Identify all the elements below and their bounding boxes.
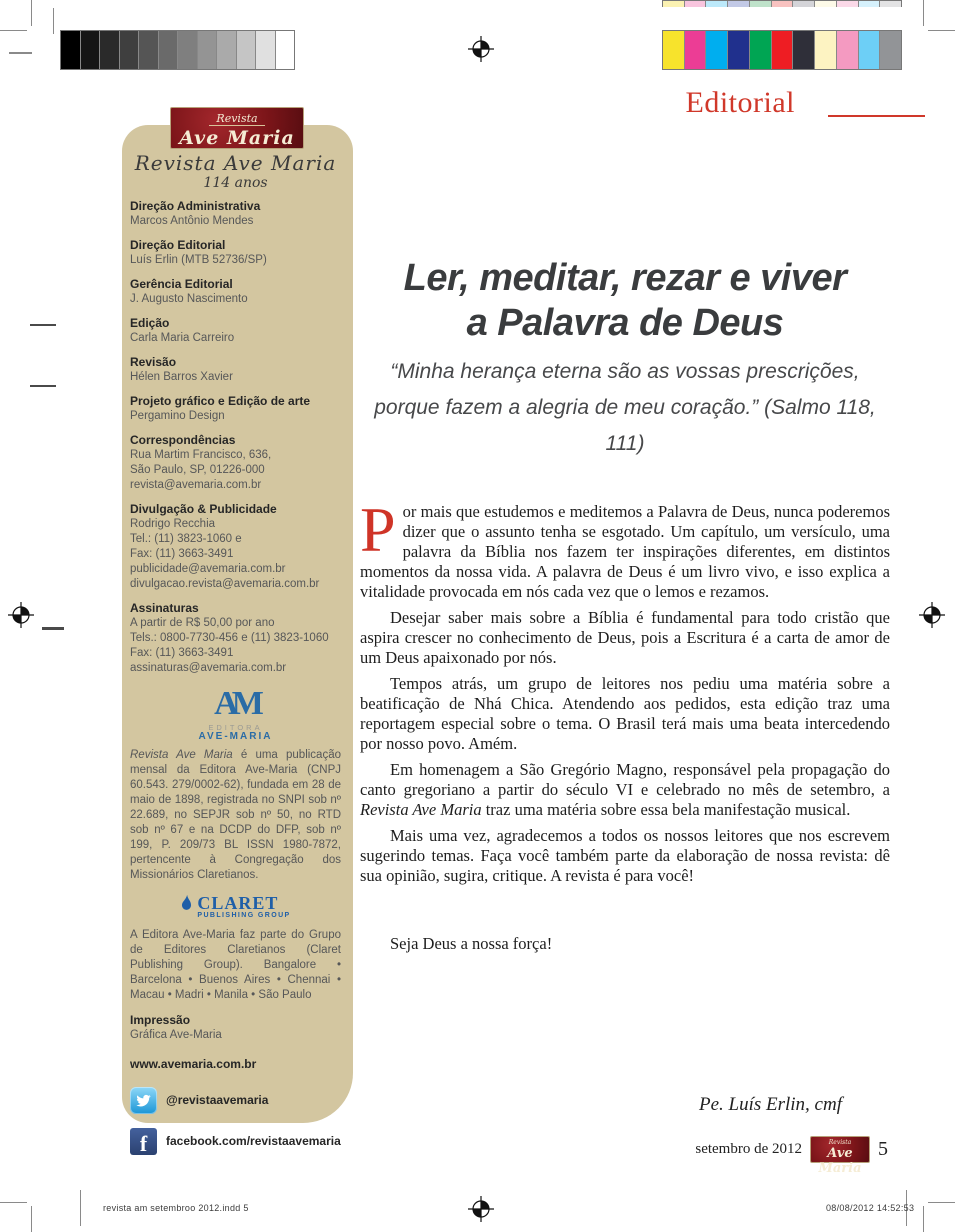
claret-note: A Editora Ave-Maria faz parte do Grupo de Editores Claretianos (Claret Publishing Group). Bangalore • Barcelona • Buenos Aires • Chennai • Macau • Madri • Manila • São Paulo <box>130 928 341 1001</box>
section-heading: Edição <box>130 316 170 330</box>
twitter-icon <box>130 1087 157 1114</box>
footer-magazine-logo <box>810 1136 870 1176</box>
color-swatch <box>772 1 794 7</box>
masthead-section-impressao <box>130 1013 341 1043</box>
color-swatch <box>256 31 276 69</box>
masthead-section <box>130 199 341 229</box>
claret-subtitle: PUBLISHING GROUP <box>197 911 291 919</box>
section-line: A partir de R$ 50,00 por ano <box>130 617 275 629</box>
article-title <box>360 256 890 346</box>
section-line: assinaturas@avemaria.com.br <box>130 662 287 674</box>
drop-cap: P <box>360 493 396 565</box>
text-segment: Desejar saber mais sobre a Bíblia é fundamental para todo cristão que aspira crescer no conhecimento de Deus, pois a Escritura é a carta de amor de um Deus apaixonado por nós. <box>360 607 890 667</box>
body-text <box>360 493 890 886</box>
crop-mark <box>9 52 32 54</box>
section-heading: Assinaturas <box>130 601 199 615</box>
editora-monogram-icon: AM <box>214 685 257 722</box>
section-line: publicidade@avemaria.com.br <box>130 563 286 575</box>
color-swatch <box>100 31 120 69</box>
color-swatch <box>793 1 815 7</box>
twitter-row <box>130 1087 341 1114</box>
editora-ave-maria-logo <box>130 685 341 742</box>
body-paragraph <box>360 493 890 602</box>
masthead-section <box>130 394 341 424</box>
website-url: www.avemaria.com.br <box>130 1056 257 1071</box>
masthead-section <box>130 355 341 385</box>
color-swatch <box>706 31 728 69</box>
page-footer <box>695 1136 888 1176</box>
closing-line: Seja Deus a nossa força! <box>390 933 553 953</box>
color-swatch <box>750 31 772 69</box>
text-segment: or mais que estudemos e meditemos a Palavra de Deus, nunca poderemos dizer que o assunto tenha se esgotado. Um capítulo, um versículo, uma palavra da Bíblia nos fazem ter inspirações diferentes, em distintos momentos da nossa vida. A palavra de Deus é um livro vivo, e isso explica a vitalidade provocada em nós cada vez que o lemos e rezamos. <box>360 501 890 601</box>
text-segment: Em homenagem a São Gregório Magno, responsável pela propagação do canto gregoriano a partir do século VI e celebrado no mês de setembro, a <box>360 759 890 799</box>
masthead-sidebar <box>122 125 353 1155</box>
color-swatch <box>772 31 794 69</box>
masthead-section <box>130 433 341 493</box>
crop-mark <box>31 0 32 26</box>
section-heading: Impressão <box>130 1012 191 1027</box>
fold-mark <box>42 627 64 630</box>
text-segment: Mais uma vez, agradecemos a todos os nossos leitores que nos escrevem sugerindo temas. Faça você também parte da elaboração de nossa revista: dê sua opinião, sugira, critique. A revista é para você! <box>360 825 890 885</box>
section-heading: Gerência Editorial <box>130 277 233 291</box>
text-segment: Revista Ave Maria <box>360 799 482 819</box>
section-line: J. Augusto Nascimento <box>130 293 248 305</box>
footer-logo-revista: Revista <box>828 1139 852 1146</box>
color-swatch <box>237 31 257 69</box>
color-swatch <box>859 31 881 69</box>
fold-mark <box>30 385 56 387</box>
color-swatch <box>706 1 728 7</box>
color-swatch <box>198 31 218 69</box>
color-swatch <box>178 31 198 69</box>
color-swatch <box>276 31 295 69</box>
body-paragraph <box>360 760 890 820</box>
page-number: 5 <box>878 1138 888 1160</box>
crop-mark <box>80 1190 81 1226</box>
section-heading: Revisão <box>130 355 177 369</box>
author-signature: Pe. Luís Erlin, cmf <box>698 1093 842 1115</box>
crop-mark <box>53 8 54 34</box>
masthead-section <box>130 502 341 592</box>
section-heading: Divulgação & Publicidade <box>130 502 277 516</box>
masthead-section <box>130 238 341 268</box>
section-line: Rodrigo Recchia <box>130 518 216 530</box>
color-swatch <box>663 31 685 69</box>
claret-publishing-logo <box>130 893 341 920</box>
quote-line-1: “Minha herança eterna são as vossas prescrições, <box>390 359 860 383</box>
twitter-handle: @revistaavemaria <box>166 1093 269 1107</box>
crop-mark <box>31 1206 32 1232</box>
crop-mark <box>928 1202 955 1203</box>
logo-text-ave-maria: Ave Maria <box>179 127 295 149</box>
crop-mark <box>0 30 27 31</box>
epigraph-quote <box>360 354 890 462</box>
section-heading: Correspondências <box>130 433 236 447</box>
title-line-1: Ler, meditar, rezar e viver <box>403 257 847 299</box>
section-line: Hélen Barros Xavier <box>130 371 233 383</box>
sidebar-script-title: Revista Ave Maria <box>134 151 337 175</box>
section-line: Luís Erlin (MTB 52736/SP) <box>130 254 267 266</box>
section-line: Rua Martim Francisco, 636, <box>130 449 272 461</box>
color-swatch <box>837 1 859 7</box>
section-line: São Paulo, SP, 01226-000 <box>130 464 265 476</box>
footer-logo-ave-maria: Ave Maria <box>818 1146 862 1176</box>
color-swatch <box>663 1 685 7</box>
color-swatch <box>815 1 837 7</box>
masthead-section <box>130 277 341 307</box>
color-swatch <box>81 31 101 69</box>
color-bar-partial <box>662 0 902 7</box>
section-line: Pergamino Design <box>130 410 225 422</box>
section-heading: Direção Administrativa <box>130 199 261 213</box>
facebook-icon: f <box>130 1128 157 1155</box>
crop-mark <box>0 1202 27 1203</box>
body-paragraph <box>360 674 890 754</box>
facebook-row <box>130 1128 341 1155</box>
title-line-2: a Palavra de Deus <box>466 301 784 344</box>
body-paragraph <box>360 826 890 886</box>
quote-line-2: porque fazem a alegria de meu coração.” (Salmo 118, 111) <box>374 395 876 455</box>
color-calibration-bar <box>662 30 902 70</box>
section-line: divulgacao.revista@avemaria.com.br <box>130 578 320 590</box>
crop-mark <box>923 1206 924 1232</box>
color-swatch <box>793 31 815 69</box>
color-swatch <box>159 31 179 69</box>
color-swatch <box>685 1 707 7</box>
section-heading: Direção Editorial <box>130 238 226 252</box>
publication-note <box>130 748 341 883</box>
editora-label-2: AVE-MARIA <box>198 730 273 742</box>
color-swatch <box>750 1 772 7</box>
color-swatch <box>61 31 81 69</box>
revista-ave-maria-logo <box>170 107 304 149</box>
file-slug: revista am setembroo 2012.indd 5 <box>103 1203 249 1213</box>
color-swatch <box>837 31 859 69</box>
section-line: revista@avemaria.com.br <box>130 479 262 491</box>
section-kicker: Editorial <box>685 86 795 119</box>
crop-mark <box>923 0 924 26</box>
masthead-section <box>130 316 341 346</box>
crop-mark <box>928 30 955 31</box>
claret-name: CLARET <box>197 892 279 913</box>
color-swatch <box>880 31 901 69</box>
masthead-sections <box>130 199 341 676</box>
section-line: Gráfica Ave-Maria <box>130 1028 222 1041</box>
color-swatch <box>728 1 750 7</box>
editorial-content <box>360 256 890 1116</box>
registration-mark-right <box>919 602 945 628</box>
text-segment: Tempos atrás, um grupo de leitores nos pediu uma matéria sobre a beatificação de Nhá Chica. Atendendo aos pedidos, esta edição traz uma reportagem especial sobre o tema. O Brasil terá mais uma beata intercedendo por nosso povo. Amém. <box>360 673 890 753</box>
section-line: Tels.: 0800-7730-456 e (11) 3823-1060 <box>130 632 329 644</box>
body-paragraph <box>360 608 890 668</box>
registration-mark-left <box>8 602 34 628</box>
claret-flame-icon <box>180 893 193 920</box>
editora-label-1: EDITORA <box>208 723 263 732</box>
color-swatch <box>728 31 750 69</box>
color-swatch <box>139 31 159 69</box>
logo-text-revista: Revista <box>209 112 265 126</box>
color-swatch <box>120 31 140 69</box>
issue-date: setembro de 2012 <box>695 1141 802 1157</box>
color-swatch <box>815 31 837 69</box>
color-swatch <box>217 31 237 69</box>
registration-mark-top <box>468 36 494 62</box>
registration-mark-bottom <box>468 1196 494 1222</box>
grayscale-calibration-bar <box>60 30 295 70</box>
text-segment: Revista Ave Maria <box>130 748 233 761</box>
timestamp-slug: 08/08/2012 14:52:53 <box>826 1203 915 1213</box>
section-line: Fax: (11) 3663-3491 <box>130 548 234 560</box>
masthead-section <box>130 601 341 676</box>
fold-mark <box>30 324 56 326</box>
section-line: Tel.: (11) 3823-1060 e <box>130 533 242 545</box>
section-line: Marcos Antônio Mendes <box>130 215 254 227</box>
color-swatch <box>859 1 881 7</box>
color-swatch <box>685 31 707 69</box>
kicker-underline <box>828 115 925 117</box>
text-segment: é uma publicação mensal da Editora Ave-Maria (CNPJ 60.543. 279/0002-62), fundada em 28 de maio de 1898, registrada no SNPI sob nº 22.689, no SEPJR sob nº 50, no RTD sob nº 67 e na DCDP do DFP, sob nº 199, P. 209/73 BL ISSN 1980-7872, pertencente à Congregação dos Missionários Claretianos. <box>130 748 341 881</box>
section-line: Fax: (11) 3663-3491 <box>130 647 234 659</box>
sidebar-years: 114 anos <box>203 175 268 191</box>
section-line: Carla Maria Carreiro <box>130 332 235 344</box>
facebook-url: facebook.com/revistaavemaria <box>166 1134 341 1148</box>
section-heading: Projeto gráfico e Edição de arte <box>130 394 311 408</box>
text-segment: traz uma matéria sobre essa bela manifestação musical. <box>481 799 851 819</box>
color-swatch <box>880 1 901 7</box>
